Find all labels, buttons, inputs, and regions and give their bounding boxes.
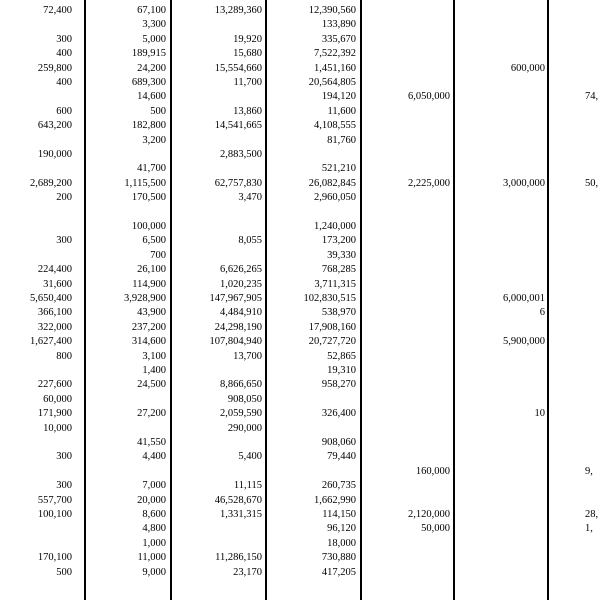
table-row [0, 538, 600, 549]
table-cell: 26,100 [137, 264, 166, 276]
table-cell: 52,865 [327, 350, 356, 362]
table-cell: 15,680 [233, 48, 262, 60]
table-cell: 224,400 [37, 264, 72, 276]
table-cell: 114,150 [322, 509, 356, 520]
table-cell: 190,000 [37, 149, 72, 160]
table-cell: 6,500 [142, 235, 166, 247]
table-row [0, 394, 600, 405]
table-cell: 20,000 [137, 494, 166, 506]
table-cell: 18,000 [327, 537, 356, 549]
table-cell: 20,564,805 [308, 77, 356, 88]
table-cell: 366,100 [37, 307, 72, 319]
table-row [0, 408, 600, 419]
table-cell: 50,000 [421, 523, 450, 535]
table-cell: 3,711,315 [314, 278, 356, 290]
table-cell: 314,600 [131, 336, 166, 348]
table-cell: 24,200 [137, 62, 166, 74]
table-cell: 3,300 [142, 19, 166, 31]
table-row [0, 552, 600, 563]
table-cell: 300 [56, 33, 72, 45]
table-cell: 4,800 [142, 523, 166, 535]
table-row [0, 523, 600, 534]
table-row [0, 91, 600, 102]
table-cell: 958,270 [321, 379, 356, 391]
table-cell: 11,000 [137, 552, 166, 564]
table-cell: 13,860 [233, 105, 262, 117]
table-cell: 6,050,000 [408, 91, 450, 103]
table-cell: 43,900 [137, 307, 166, 319]
table-cell: 322,000 [37, 321, 72, 333]
table-cell: 237,200 [131, 321, 166, 333]
table-row [0, 509, 600, 520]
table-cell: 200 [56, 192, 72, 204]
table-cell: 5,650,400 [30, 293, 72, 304]
table-row [0, 135, 600, 146]
table-cell: 2,883,500 [220, 149, 262, 160]
table-cell: 260,735 [321, 480, 356, 492]
table-row [0, 264, 600, 275]
table-cell: 227,600 [37, 379, 72, 391]
table-cell: 11,600 [327, 105, 356, 117]
table-cell: 23,170 [233, 566, 262, 578]
table-row [0, 19, 600, 30]
table-row [0, 567, 600, 578]
table-cell: 160,000 [415, 465, 450, 477]
table-cell: 538,970 [321, 307, 356, 319]
table-cell: 6 [539, 307, 545, 319]
table-cell: 2,120,000 [408, 509, 450, 520]
table-cell: 400 [56, 77, 72, 88]
table-cell: 67,100 [137, 5, 166, 16]
table-row [0, 77, 600, 88]
table-cell: 2,059,590 [220, 408, 262, 420]
table-cell: 60,000 [43, 393, 72, 405]
table-cell: 20,727,720 [308, 336, 356, 348]
table-row [0, 5, 600, 16]
table-row [0, 250, 600, 261]
table-cell: 102,830,515 [303, 293, 356, 304]
table-row [0, 34, 600, 45]
table-cell: 1,627,400 [30, 336, 72, 348]
table-cell: 2,689,200 [30, 177, 72, 189]
table-cell: 1,115,500 [124, 177, 166, 189]
table-cell: 1,451,160 [314, 62, 356, 74]
table-row [0, 495, 600, 506]
table-cell: 335,670 [321, 33, 356, 45]
table-cell: 7,522,392 [314, 48, 356, 60]
table-cell: 259,800 [37, 62, 72, 74]
table-cell: 3,928,900 [124, 293, 166, 304]
table-cell: 300 [56, 480, 72, 492]
table-cell: 27,200 [137, 408, 166, 420]
table-cell: 189,915 [131, 48, 166, 60]
table-cell: 400 [56, 48, 72, 60]
table-row [0, 163, 600, 174]
table-cell: 11,115 [233, 480, 262, 492]
table-row [0, 63, 600, 74]
table-row [0, 279, 600, 290]
table-cell: 500 [150, 105, 166, 117]
table-row [0, 466, 600, 477]
table-cell: 1,020,235 [220, 278, 262, 290]
table-row [0, 120, 600, 131]
table-row [0, 106, 600, 117]
table-cell: 28, [585, 509, 599, 520]
table-cell: 326,400 [321, 408, 356, 420]
table-cell: 19,310 [327, 365, 356, 376]
table-cell: 81,760 [327, 134, 356, 146]
table-cell: 300 [56, 451, 72, 463]
table-cell: 19,920 [233, 33, 262, 45]
table-cell: 26,082,845 [308, 177, 356, 189]
table-cell: 14,541,665 [214, 120, 262, 132]
table-cell: 170,100 [37, 552, 72, 564]
table-cell: 700 [150, 249, 166, 261]
table-cell: 24,500 [137, 379, 166, 391]
table-cell: 689,300 [131, 77, 166, 88]
table-cell: 768,285 [321, 264, 356, 276]
table-row [0, 307, 600, 318]
table-cell: 100,000 [131, 221, 166, 232]
table-cell: 8,866,650 [220, 379, 262, 391]
table-cell: 79,440 [327, 451, 356, 463]
table-row [0, 235, 600, 246]
table-cell: 96,120 [327, 523, 356, 535]
table-cell: 730,880 [321, 552, 356, 564]
table-cell: 9, [585, 465, 593, 477]
table-cell: 72,400 [43, 5, 72, 16]
table-row [0, 149, 600, 160]
table-cell: 17,908,160 [308, 321, 356, 333]
table-cell: 417,205 [321, 566, 356, 578]
table-row [0, 48, 600, 59]
table-row [0, 351, 600, 362]
table-row [0, 365, 600, 376]
table-row [0, 437, 600, 448]
table-cell: 908,060 [321, 437, 356, 448]
table-cell: 41,550 [137, 437, 166, 448]
table-row [0, 192, 600, 203]
table-cell: 1,331,315 [220, 509, 262, 520]
table-cell: 5,900,000 [503, 336, 545, 348]
table-cell: 100,100 [37, 509, 72, 520]
table-cell: 5,400 [238, 451, 262, 463]
table-cell: 8,600 [142, 509, 166, 520]
table-cell: 107,804,940 [209, 336, 262, 348]
table-cell: 1,000 [142, 537, 166, 549]
table-cell: 3,100 [142, 350, 166, 362]
table-row [0, 221, 600, 232]
table-cell: 74, [585, 91, 599, 103]
table-cell: 908,050 [227, 393, 262, 405]
table-cell: 62,757,830 [214, 177, 262, 189]
table-cell: 1,662,990 [314, 494, 356, 506]
table-cell: 24,298,190 [214, 321, 262, 333]
table-cell: 4,108,555 [314, 120, 356, 132]
table-row [0, 207, 600, 218]
table-cell: 13,289,360 [214, 5, 262, 16]
table-cell: 182,800 [131, 120, 166, 132]
table-cell: 15,554,660 [214, 62, 262, 74]
table-cell: 2,960,050 [314, 192, 356, 204]
table-cell: 10,000 [43, 422, 72, 434]
table-cell: 6,626,265 [220, 264, 262, 276]
table-cell: 600 [56, 105, 72, 117]
table-cell: 600,000 [510, 62, 545, 74]
table-cell: 114,900 [132, 278, 166, 290]
table-cell: 300 [56, 235, 72, 247]
table-cell: 643,200 [37, 120, 72, 132]
table-cell: 170,500 [131, 192, 166, 204]
table-cell: 133,890 [321, 19, 356, 31]
table-row [0, 293, 600, 304]
table-cell: 290,000 [227, 422, 262, 434]
table-cell: 2,225,000 [408, 177, 450, 189]
table-cell: 3,470 [238, 192, 262, 204]
table-cell: 4,400 [142, 451, 166, 463]
table-cell: 14,600 [137, 91, 166, 103]
table-row [0, 336, 600, 347]
table-cell: 7,000 [142, 480, 166, 492]
table-cell: 31,600 [43, 278, 72, 290]
table-cell: 41,700 [137, 163, 166, 175]
table-cell: 9,000 [142, 566, 166, 578]
table-cell: 173,200 [321, 235, 356, 247]
table-row [0, 178, 600, 189]
table-cell: 13,700 [233, 350, 262, 362]
table-cell: 1, [585, 523, 593, 535]
table-cell: 147,967,905 [209, 293, 262, 304]
table-cell: 500 [56, 566, 72, 578]
table-cell: 3,200 [142, 134, 166, 146]
table-cell: 800 [56, 350, 72, 362]
table-cell: 46,528,670 [214, 494, 262, 506]
table-row [0, 379, 600, 390]
table-cell: 1,240,000 [314, 221, 356, 232]
table-cell: 171,900 [37, 408, 72, 420]
table-cell: 39,330 [327, 249, 356, 261]
table-cell: 521,210 [321, 163, 356, 175]
table-cell: 3,000,000 [503, 177, 545, 189]
table-cell: 5,000 [142, 33, 166, 45]
table-row [0, 451, 600, 462]
table-row [0, 322, 600, 333]
table-cell: 4,484,910 [220, 307, 262, 319]
table-cell: 8,055 [238, 235, 262, 247]
table-cell: 557,700 [37, 494, 72, 506]
table-cell: 12,390,560 [308, 5, 356, 16]
table-cell: 11,286,150 [215, 552, 262, 564]
table-cell: 1,400 [142, 365, 166, 376]
table-cell: 10 [534, 408, 545, 420]
table-row [0, 423, 600, 434]
table-cell: 194,120 [321, 91, 356, 103]
table-cell: 50, [585, 177, 599, 189]
table-row [0, 480, 600, 491]
table-cell: 6,000,001 [503, 293, 545, 304]
table-cell: 11,700 [233, 77, 262, 88]
